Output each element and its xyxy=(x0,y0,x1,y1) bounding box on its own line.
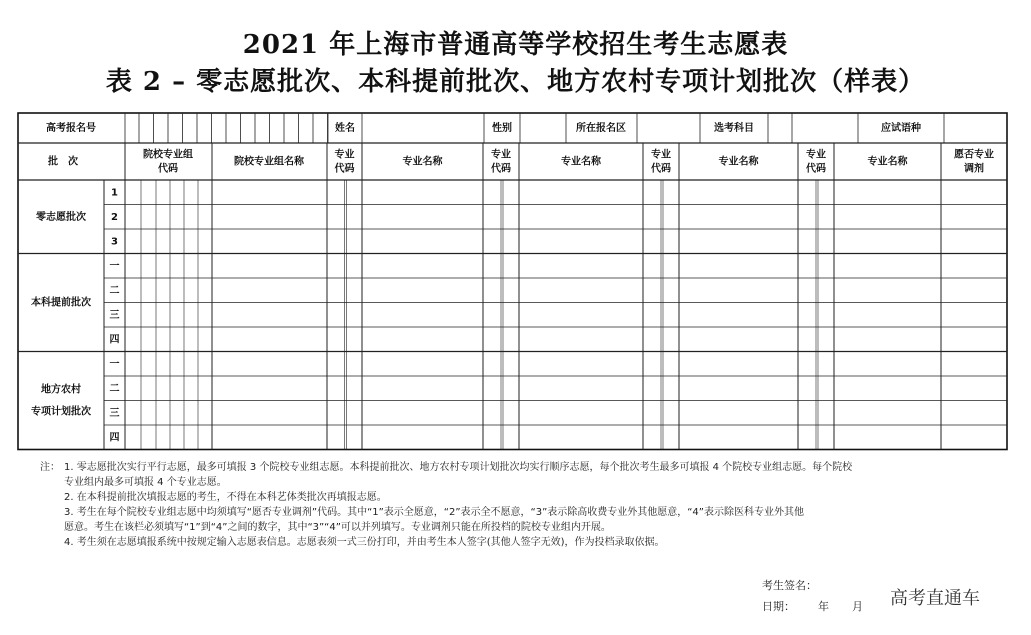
note-line xyxy=(40,520,1000,535)
major-name-header: 专业名称 xyxy=(561,156,601,168)
major-code-header: 专业 xyxy=(491,149,511,161)
group-code-header: 院校专业组 xyxy=(143,149,193,161)
note-line xyxy=(40,460,1000,475)
watermark-text: 高考直通车 xyxy=(890,588,980,609)
row-number: 二 xyxy=(109,383,120,395)
signature-label: 考生签名： xyxy=(762,579,817,592)
batch-name: 零志愿批次 xyxy=(36,211,86,223)
date-month-label: 月 xyxy=(852,600,863,613)
batch-name: 本科提前批次 xyxy=(31,297,91,309)
note-text: 1. 零志愿批次实行平行志愿，最多可填报 3 个院校专业组志愿。本科提前批次、地方农村专项计划批次均实行顺序志愿，每个批次考生最多可填报 4 个院校专业组志愿。每个院校 xyxy=(64,462,853,473)
row-number: 2 xyxy=(111,211,118,223)
major-code-header: 代码 xyxy=(334,163,355,175)
row-number: 3 xyxy=(111,236,118,248)
gender-label: 性别 xyxy=(492,123,512,134)
note-text: 4. 考生须在志愿填报系统中按规定输入志愿表信息。志愿表须一式三份打印，并由考生本人签字(其他人签字无效)，作为投档录取依据。 xyxy=(64,537,665,548)
major-code-header: 代码 xyxy=(651,163,671,175)
date-year-label: 年 xyxy=(818,600,829,613)
major-code-header: 专业 xyxy=(334,149,355,161)
note-line xyxy=(40,490,1000,505)
row-number: 1 xyxy=(111,187,118,199)
major-name-header: 专业名称 xyxy=(402,156,443,168)
note-text: 3. 考生在每个院校专业组志愿中均须填写“愿否专业调剂”代码。其中“1”表示全愿意，“2”表示全不愿意，“3”表示除高收费专业外其他愿意，“4”表示除医科专业外其他 xyxy=(64,507,804,518)
language-label: 应试语种 xyxy=(881,123,921,134)
group-code-header: 代码 xyxy=(158,163,178,175)
note-text: 愿意。考生在该栏必须填写“1”到“4”之间的数字，其中“3”“4”可以并列填写。专业调剂只能在所投档的院校专业组内开展。 xyxy=(64,522,611,533)
note-line xyxy=(40,535,1000,550)
note-line xyxy=(40,505,1000,520)
major-name-header: 专业名称 xyxy=(867,156,908,168)
batch-name: 专项计划批次 xyxy=(31,406,91,418)
note-lead: 注： xyxy=(40,462,60,473)
date-label: 日期： xyxy=(762,600,795,613)
row-number: 三 xyxy=(109,407,120,419)
adjust-header: 愿否专业 xyxy=(954,149,994,161)
batch-column-header: 批 次 xyxy=(48,156,78,168)
group-name-header: 院校专业组名称 xyxy=(234,156,304,168)
major-code-header: 专业 xyxy=(651,149,671,161)
name-label: 姓名 xyxy=(335,123,355,134)
major-code-header: 代码 xyxy=(491,163,511,175)
district-label: 所在报名区 xyxy=(576,123,626,134)
row-number: 一 xyxy=(109,260,120,272)
form-subtitle: 表 2 – 零志愿批次、本科提前批次、地方农村专项计划批次（样表） xyxy=(105,67,926,97)
notes-section xyxy=(40,460,1000,550)
major-name-header: 专业名称 xyxy=(718,156,759,168)
note-text: 专业组内最多可填报 4 个专业志愿。 xyxy=(64,477,227,488)
note-line xyxy=(40,475,1000,490)
row-number: 一 xyxy=(109,358,120,370)
adjust-header: 调剂 xyxy=(964,163,984,175)
batch-name: 地方农村 xyxy=(41,384,81,396)
form-title: 2021 年上海市普通高等学校招生考生志愿表 xyxy=(242,30,789,60)
major-code-header: 专业 xyxy=(806,149,826,161)
row-number: 四 xyxy=(109,334,120,346)
row-number: 四 xyxy=(109,432,120,444)
major-code-header: 代码 xyxy=(806,163,826,175)
subjects-label: 选考科目 xyxy=(714,123,754,134)
note-text: 2. 在本科提前批次填报志愿的考生，不得在本科艺体类批次再填报志愿。 xyxy=(64,492,387,503)
exam-number-label: 高考报名号 xyxy=(46,123,96,134)
row-number: 二 xyxy=(109,285,120,297)
row-number: 三 xyxy=(109,309,120,321)
